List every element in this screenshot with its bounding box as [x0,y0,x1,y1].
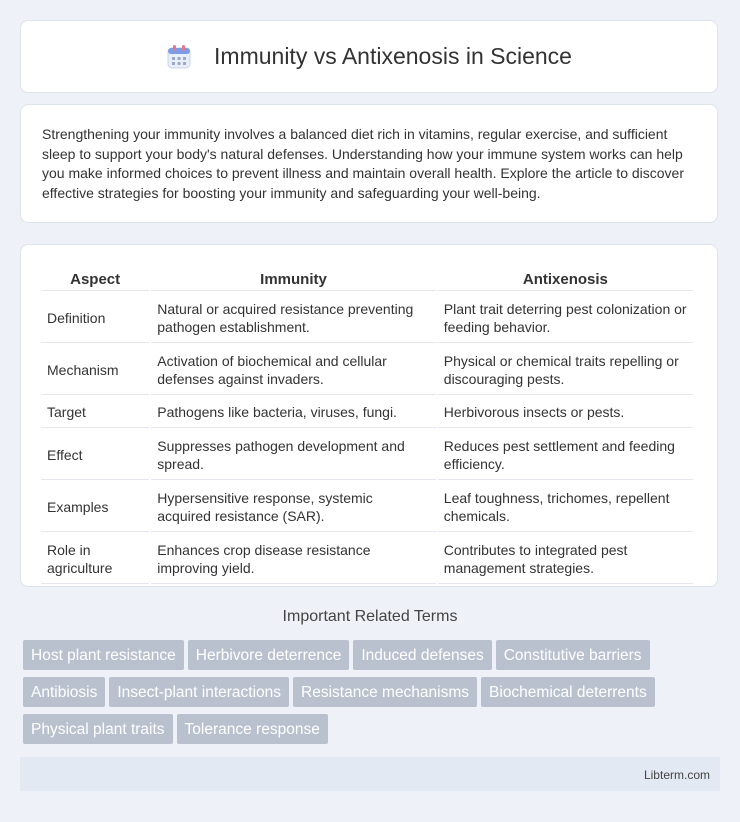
related-term-tag[interactable]: Host plant resistance [23,640,184,670]
header-immunity: Immunity [151,267,436,291]
cell-immunity: Activation of biochemical and cellular defenses against invaders. [151,345,436,395]
related-term-tag[interactable]: Herbivore deterrence [188,640,350,670]
related-term-tag[interactable]: Resistance mechanisms [293,677,477,707]
related-term-tag[interactable]: Constitutive barriers [496,640,650,670]
related-terms-list [23,640,723,751]
table-row [41,534,693,584]
cell-antixenosis: Herbivorous insects or pests. [438,397,693,428]
related-term-tag[interactable]: Biochemical deterrents [481,677,655,707]
cell-aspect: Mechanism [41,345,149,395]
cell-antixenosis: Leaf toughness, trichomes, repellent chemicals. [438,482,693,532]
header-antixenosis: Antixenosis [438,267,693,291]
table-row [41,345,693,395]
cell-immunity: Pathogens like bacteria, viruses, fungi. [151,397,436,428]
table-row [41,430,693,480]
header-aspect: Aspect [41,267,149,291]
footer-site-link[interactable]: Libterm.com [643,768,710,782]
cell-immunity: Hypersensitive response, systemic acquired resistance (SAR). [151,482,436,532]
cell-aspect: Effect [41,430,149,480]
cell-antixenosis: Plant trait deterring pest colonization or feeding behavior. [438,293,693,343]
calendar-icon [166,44,192,70]
table-row [41,397,693,428]
cell-antixenosis: Physical or chemical traits repelling or discouraging pests. [438,345,693,395]
related-term-tag[interactable]: Insect-plant interactions [109,677,289,707]
comparison-card [20,244,718,587]
intro-text: Strengthening your immunity involves a balanced diet rich in vitamins, regular exercise, and sufficient sleep to support your body's natural defenses. Understanding how your immune system works can help you make informed choices to prevent illness and maintain overall health. Explore the article to discover effective strategies for boosting your immunity and safeguarding your well-being. [42,126,684,201]
cell-aspect: Definition [41,293,149,343]
cell-immunity: Suppresses pathogen development and spread. [151,430,436,480]
cell-aspect: Target [41,397,149,428]
table-header-row [41,267,693,291]
related-terms-title: Important Related Terms [282,608,458,625]
related-term-tag[interactable]: Induced defenses [353,640,491,670]
cell-immunity: Natural or acquired resistance preventing pathogen establishment. [151,293,436,343]
related-term-tag[interactable]: Physical plant traits [23,714,173,744]
cell-antixenosis: Contributes to integrated pest management strategies. [438,534,693,584]
related-term-tag[interactable]: Antibiosis [23,677,105,707]
table-row [41,482,693,532]
header-card [20,20,718,93]
intro-card [20,104,718,223]
cell-antixenosis: Reduces pest settlement and feeding efficiency. [438,430,693,480]
footer [20,757,720,791]
cell-aspect: Examples [41,482,149,532]
page-title: Immunity vs Antixenosis in Science [214,43,572,69]
cell-immunity: Enhances crop disease resistance improving yield. [151,534,436,584]
comparison-table [39,265,695,586]
related-term-tag[interactable]: Tolerance response [177,714,328,744]
cell-aspect: Role in agriculture [41,534,149,584]
table-row [41,293,693,343]
